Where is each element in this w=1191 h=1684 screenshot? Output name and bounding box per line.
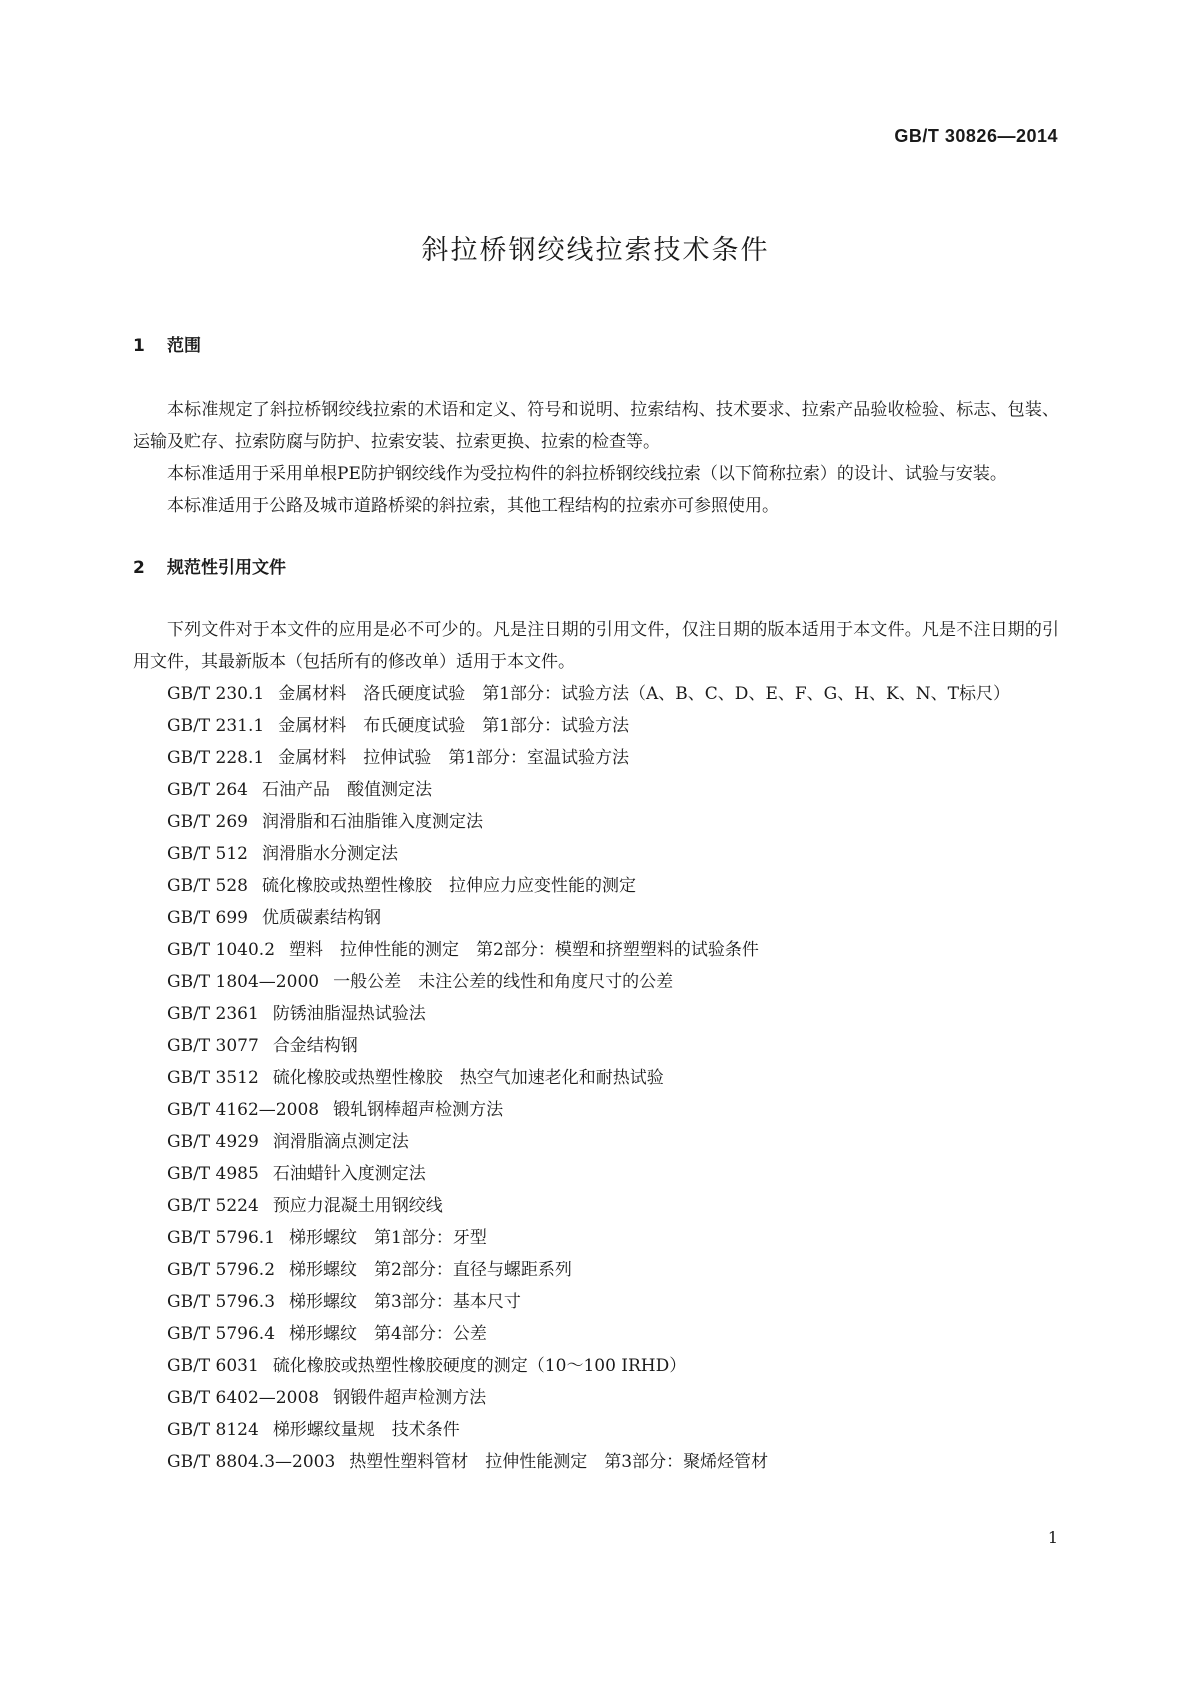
reference-title: 硫化橡胶或热塑性橡胶 拉伸应力应变性能的测定 bbox=[262, 876, 636, 896]
scope-paragraph: 本标准规定了斜拉桥钢绞线拉索的术语和定义、符号和说明、拉索结构、技术要求、拉索产品验收检验、标志、包装、运输及贮存、拉索防腐与防护、拉索安装、拉索更换、拉索的检查等。 bbox=[133, 400, 1059, 452]
reference-item bbox=[133, 870, 1059, 902]
reference-title: 梯形螺纹 第4部分：公差 bbox=[289, 1324, 487, 1344]
reference-title: 合金结构钢 bbox=[272, 1036, 358, 1056]
reference-code: GB/T 528 bbox=[167, 876, 248, 896]
reference-title: 梯形螺纹量规 技术条件 bbox=[272, 1420, 460, 1440]
reference-item bbox=[133, 1286, 1059, 1318]
section-2-heading bbox=[133, 552, 1059, 584]
reference-title: 金属材料 洛氏硬度试验 第1部分：试验方法（A、B、C、D、E、F、G、H、K、N、T标尺） bbox=[278, 684, 1010, 704]
reference-item bbox=[133, 838, 1059, 870]
reference-code: GB/T 1040.2 bbox=[167, 940, 276, 960]
document-title: 斜拉桥钢绞线拉索技术条件 bbox=[421, 235, 770, 266]
section-number: 1 bbox=[133, 336, 145, 356]
reference-title: 梯形螺纹 第3部分：基本尺寸 bbox=[289, 1292, 521, 1312]
reference-title: 金属材料 拉伸试验 第1部分：室温试验方法 bbox=[278, 748, 630, 768]
reference-item bbox=[133, 742, 1059, 774]
reference-title: 塑料 拉伸性能的测定 第2部分：模塑和挤塑塑料的试验条件 bbox=[289, 940, 759, 960]
reference-code: GB/T 1804—2000 bbox=[167, 972, 320, 992]
reference-list bbox=[133, 678, 1059, 1478]
reference-title: 硫化橡胶或热塑性橡胶硬度的测定（10～100 IRHD） bbox=[272, 1356, 687, 1376]
reference-code: GB/T 269 bbox=[167, 812, 248, 832]
reference-item bbox=[133, 806, 1059, 838]
reference-item bbox=[133, 1222, 1059, 1254]
reference-title: 一般公差 未注公差的线性和角度尺寸的公差 bbox=[333, 972, 674, 992]
reference-item bbox=[133, 902, 1059, 934]
reference-item bbox=[133, 1414, 1059, 1446]
reference-title: 石油蜡针入度测定法 bbox=[272, 1164, 426, 1184]
reference-code: GB/T 5796.1 bbox=[167, 1228, 276, 1248]
document-body bbox=[133, 330, 1059, 1478]
reference-code: GB/T 6031 bbox=[167, 1356, 259, 1376]
reference-item bbox=[133, 1446, 1059, 1478]
reference-code: GB/T 3077 bbox=[167, 1036, 259, 1056]
page-number: 1 bbox=[1047, 1528, 1058, 1547]
reference-title: 防锈油脂湿热试验法 bbox=[272, 1004, 426, 1024]
reference-item bbox=[133, 1062, 1059, 1094]
reference-title: 热塑性塑料管材 拉伸性能测定 第3部分：聚烯烃管材 bbox=[349, 1452, 769, 1472]
reference-item bbox=[133, 966, 1059, 998]
reference-code: GB/T 231.1 bbox=[167, 716, 265, 736]
reference-title: 梯形螺纹 第1部分：牙型 bbox=[289, 1228, 487, 1248]
reference-item bbox=[133, 998, 1059, 1030]
reference-item bbox=[133, 710, 1059, 742]
reference-code: GB/T 3512 bbox=[167, 1068, 259, 1088]
reference-code: GB/T 5796.3 bbox=[167, 1292, 276, 1312]
reference-item bbox=[133, 1030, 1059, 1062]
reference-title: 锻轧钢棒超声检测方法 bbox=[333, 1100, 504, 1120]
reference-code: GB/T 6402—2008 bbox=[167, 1388, 320, 1408]
reference-code: GB/T 228.1 bbox=[167, 748, 265, 768]
references-intro: 下列文件对于本文件的应用是必不可少的。凡是注日期的引用文件，仅注日期的版本适用于本文件。凡是不注日期的引用文件，其最新版本（包括所有的修改单）适用于本文件。 bbox=[133, 620, 1059, 672]
reference-code: GB/T 5796.4 bbox=[167, 1324, 276, 1344]
reference-item bbox=[133, 1382, 1059, 1414]
reference-code: GB/T 230.1 bbox=[167, 684, 265, 704]
reference-item bbox=[133, 774, 1059, 806]
reference-title: 润滑脂滴点测定法 bbox=[272, 1132, 409, 1152]
reference-code: GB/T 4162—2008 bbox=[167, 1100, 320, 1120]
reference-code: GB/T 5224 bbox=[167, 1196, 259, 1216]
reference-title: 预应力混凝土用钢绞线 bbox=[272, 1196, 443, 1216]
reference-code: GB/T 4929 bbox=[167, 1132, 259, 1152]
reference-code: GB/T 699 bbox=[167, 908, 248, 928]
reference-title: 石油产品 酸值测定法 bbox=[262, 780, 432, 800]
reference-title: 硫化橡胶或热塑性橡胶 热空气加速老化和耐热试验 bbox=[272, 1068, 664, 1088]
reference-item bbox=[133, 1254, 1059, 1286]
reference-title: 优质碳素结构钢 bbox=[262, 908, 381, 928]
section-title: 范围 bbox=[167, 336, 201, 356]
reference-title: 金属材料 布氏硬度试验 第1部分：试验方法 bbox=[278, 716, 630, 736]
scope-paragraph: 本标准适用于采用单根PE防护钢绞线作为受拉构件的斜拉桥钢绞线拉索（以下简称拉索）的设计、试验与安装。 bbox=[167, 464, 1007, 484]
scope-paragraph: 本标准适用于公路及城市道路桥梁的斜拉索，其他工程结构的拉索亦可参照使用。 bbox=[167, 496, 779, 516]
reference-title: 梯形螺纹 第2部分：直径与螺距系列 bbox=[289, 1260, 572, 1280]
reference-item bbox=[133, 1318, 1059, 1350]
reference-code: GB/T 264 bbox=[167, 780, 248, 800]
reference-item bbox=[133, 1094, 1059, 1126]
reference-code: GB/T 4985 bbox=[167, 1164, 259, 1184]
reference-code: GB/T 2361 bbox=[167, 1004, 259, 1024]
reference-code: GB/T 8124 bbox=[167, 1420, 259, 1440]
section-number: 2 bbox=[133, 558, 145, 578]
section-1-heading bbox=[133, 330, 1059, 362]
standard-code: GB/T 30826—2014 bbox=[894, 126, 1058, 146]
reference-item bbox=[133, 934, 1059, 966]
reference-item bbox=[133, 1350, 1059, 1382]
reference-item bbox=[133, 1190, 1059, 1222]
reference-item bbox=[133, 1126, 1059, 1158]
reference-code: GB/T 5796.2 bbox=[167, 1260, 276, 1280]
section-title: 规范性引用文件 bbox=[167, 558, 286, 578]
reference-item bbox=[133, 678, 1059, 710]
reference-title: 润滑脂水分测定法 bbox=[262, 844, 398, 864]
reference-title: 润滑脂和石油脂锥入度测定法 bbox=[262, 812, 483, 832]
reference-code: GB/T 8804.3—2003 bbox=[167, 1452, 336, 1472]
reference-title: 钢锻件超声检测方法 bbox=[333, 1388, 487, 1408]
reference-item bbox=[133, 1158, 1059, 1190]
reference-code: GB/T 512 bbox=[167, 844, 248, 864]
